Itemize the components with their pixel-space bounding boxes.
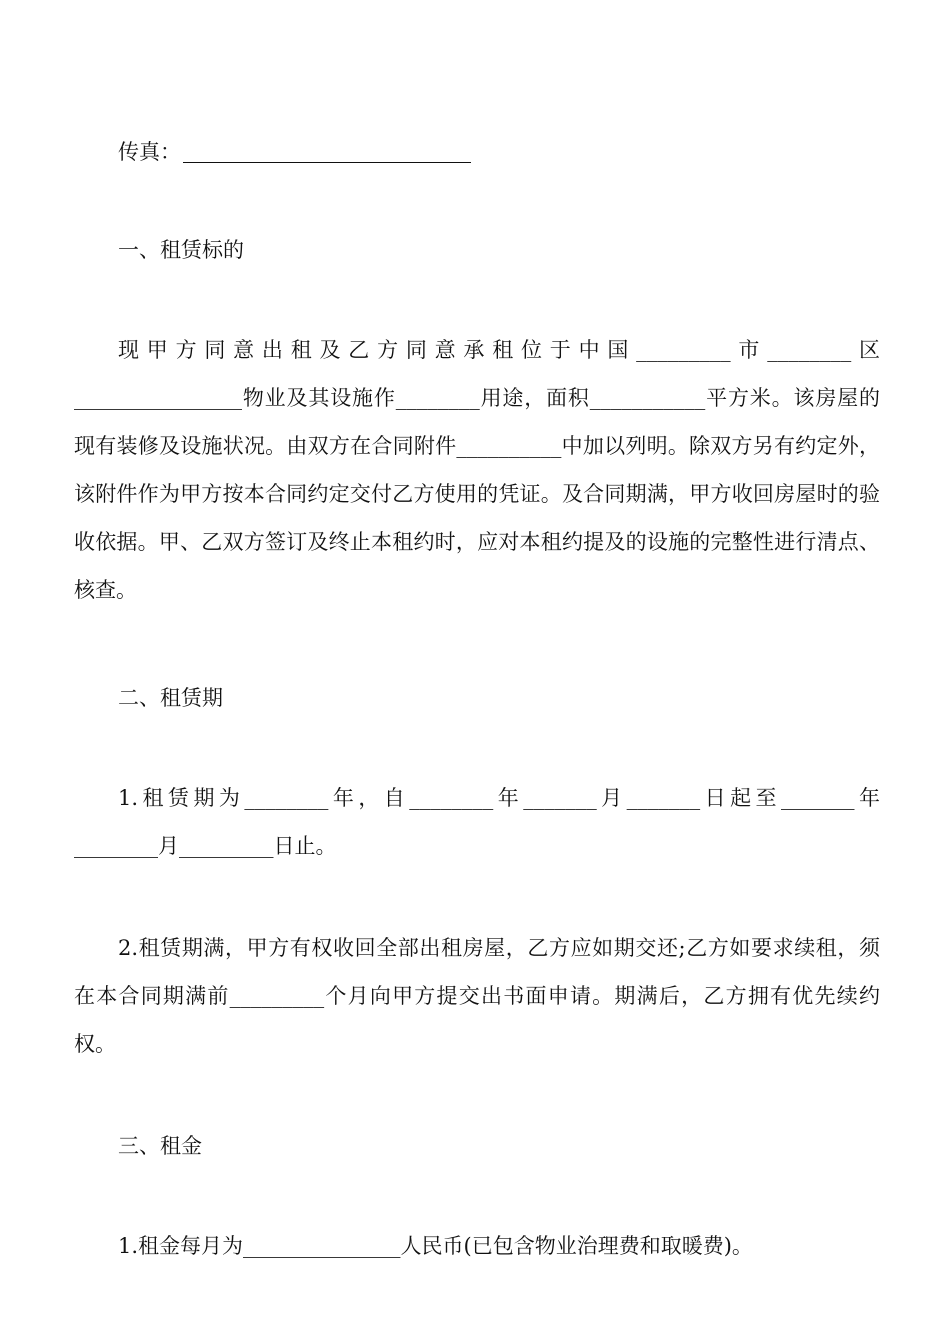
fax-blank-line — [183, 140, 471, 163]
fax-label: 传真： — [118, 140, 181, 164]
fax-field — [118, 128, 471, 176]
section-1-heading: 一、租赁标的 — [118, 238, 244, 262]
section-3-heading: 三、租金 — [118, 1134, 202, 1158]
section-3-item-1: 1.租金每月为_______________人民币(已包含物业治理费和取暖费)。 — [118, 1234, 753, 1258]
section-2-heading: 二、租赁期 — [118, 686, 223, 710]
section-2-item-2: 2.租赁期满，甲方有权收回全部出租房屋，乙方应如期交还;乙方如要求续租，须在本合同期满前_________个月向甲方提交出书面申请。期满后，乙方拥有优先续约权。 — [74, 936, 880, 1056]
section-2-item-1: 1.租赁期为________年，自________年_______月_______日起至_______年________月_________日止。 — [74, 786, 880, 858]
section-1-paragraph: 现甲方同意出租及乙方同意承租位于中国_________市________区________________物业及其设施作________用途，面积___________平方米。该房屋的现有装修及设施状况。由双方在合同附件__________中加以列明。除双方另有约定外，该附件作为甲方按本合同约定交付乙方使用的凭证。及合同期满，甲方收回房屋时的验收依据。甲、乙双方签订及终止本租约时，应对本租约提及的设施的完整性进行清点、核查。 — [74, 338, 880, 602]
